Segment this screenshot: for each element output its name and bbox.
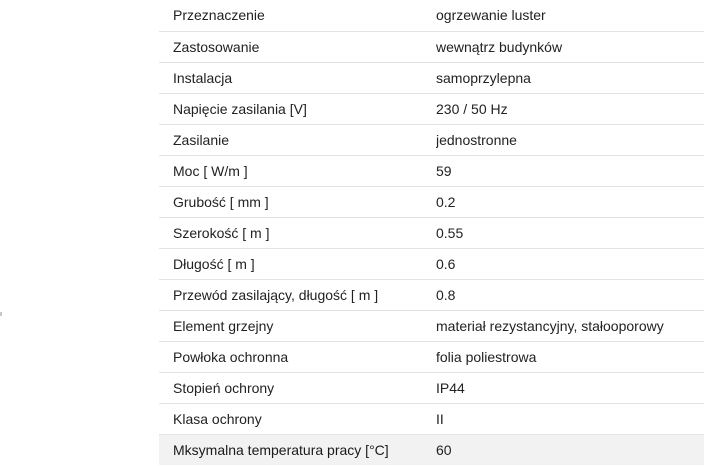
spec-value: 0.2	[436, 186, 704, 217]
spec-name: Napięcie zasilania [V]	[159, 93, 436, 124]
spec-row	[159, 341, 704, 372]
spec-value: jednostronne	[436, 124, 704, 155]
spec-name: Szerokość [ m ]	[159, 217, 436, 248]
spec-name: Mksymalna temperatura pracy [°C]	[159, 434, 436, 465]
spec-value: 59	[436, 155, 704, 186]
spec-row	[159, 155, 704, 186]
specification-table	[159, 0, 704, 465]
spec-row	[159, 372, 704, 403]
spec-value: wewnątrz budynków	[436, 31, 704, 62]
spec-row	[159, 434, 704, 465]
spec-value: folia poliestrowa	[436, 341, 704, 372]
spec-name: Zasilanie	[159, 124, 436, 155]
spec-name: Klasa ochrony	[159, 403, 436, 434]
left-edge-mark	[0, 312, 2, 316]
spec-name: Powłoka ochronna	[159, 341, 436, 372]
spec-name: Przeznaczenie	[159, 0, 436, 31]
spec-value: ogrzewanie luster	[436, 0, 704, 31]
spec-row	[159, 217, 704, 248]
spec-value: samoprzylepna	[436, 62, 704, 93]
spec-name: Instalacja	[159, 62, 436, 93]
spec-row	[159, 31, 704, 62]
spec-row	[159, 0, 704, 31]
spec-value: materiał rezystancyjny, stałooporowy	[436, 310, 704, 341]
spec-value: 0.6	[436, 248, 704, 279]
spec-row	[159, 93, 704, 124]
spec-value: IP44	[436, 372, 704, 403]
spec-row	[159, 124, 704, 155]
spec-row	[159, 62, 704, 93]
spec-value: 230 / 50 Hz	[436, 93, 704, 124]
spec-row	[159, 403, 704, 434]
spec-value: 0.55	[436, 217, 704, 248]
spec-name: Długość [ m ]	[159, 248, 436, 279]
spec-value: 60	[436, 434, 704, 465]
spec-name: Moc [ W/m ]	[159, 155, 436, 186]
spec-value: 0.8	[436, 279, 704, 310]
spec-row	[159, 186, 704, 217]
spec-value: II	[436, 403, 704, 434]
spec-name: Stopień ochrony	[159, 372, 436, 403]
spec-row	[159, 279, 704, 310]
spec-name: Grubość [ mm ]	[159, 186, 436, 217]
spec-row	[159, 310, 704, 341]
spec-row	[159, 248, 704, 279]
spec-name: Przewód zasilający, długość [ m ]	[159, 279, 436, 310]
spec-name: Element grzejny	[159, 310, 436, 341]
spec-name: Zastosowanie	[159, 31, 436, 62]
